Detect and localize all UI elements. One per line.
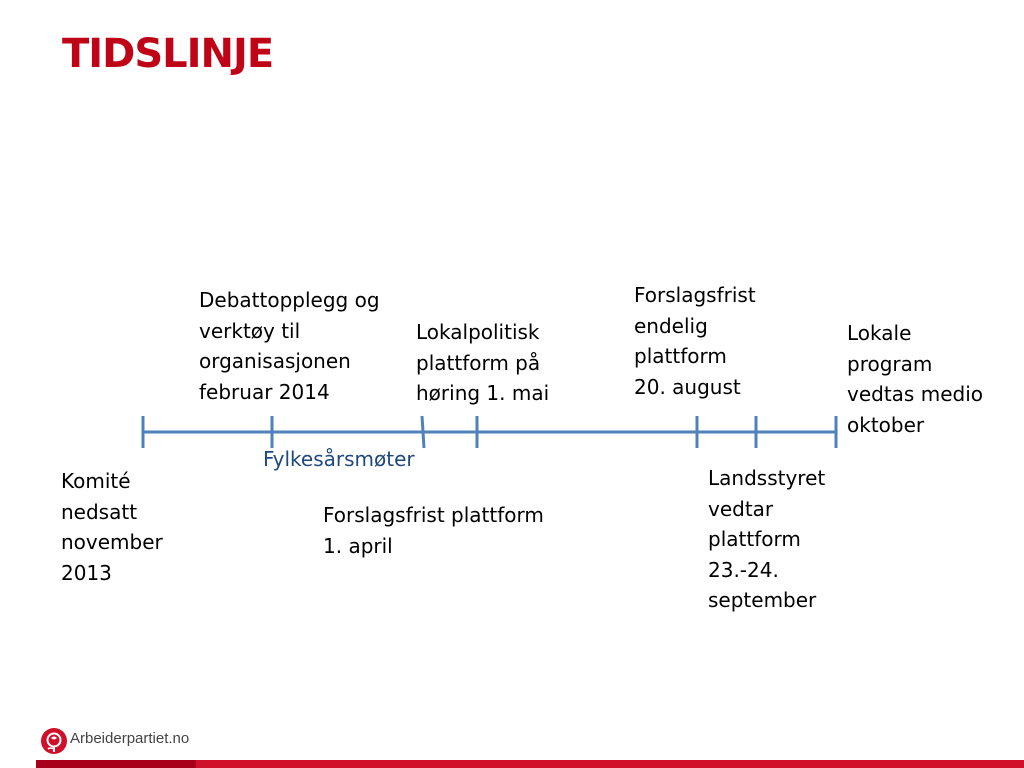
event-debattopplegg: Debattopplegg og verktøy til organisasjonen februar 2014 [199,288,380,404]
footer-brand: Arbeiderpartiet.no [70,730,190,747]
event-forslagsfrist-plattform: Forslagsfrist plattform 1. april [323,503,544,558]
slide-title: TIDSLINJE [62,31,274,77]
event-lokale-program: Lokale program vedtas medio oktober [847,321,983,437]
rose-logo-icon [40,727,68,755]
event-komite-nedsatt: Komité nedsatt november 2013 [61,469,163,585]
timeline-tick-3 [422,416,424,448]
event-landsstyret: Landsstyret vedtar plattform 23.-24. september [708,466,826,612]
event-fylkesarsmoter: Fylkesårsmøter [263,447,415,471]
event-forslagsfrist-endelig: Forslagsfrist endelig plattform 20. august [634,283,756,399]
event-lokalpolitisk-plattform: Lokalpolitisk plattform på høring 1. mai [416,320,550,405]
footer-bar-accent [36,760,196,768]
